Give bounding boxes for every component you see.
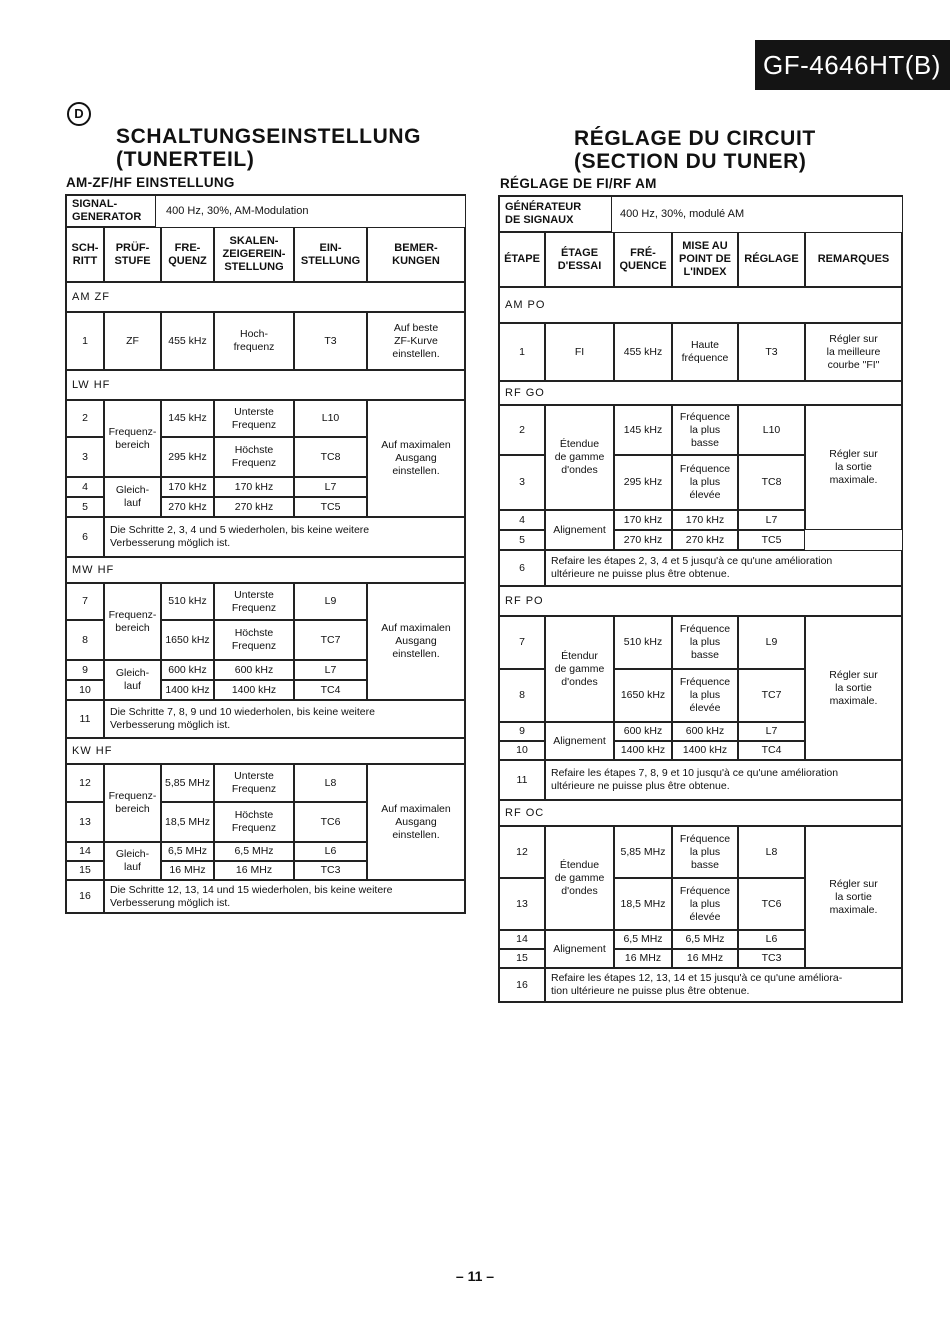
de-step-cell: 16 <box>66 880 104 913</box>
fr-frequency-cell: 270 kHz <box>614 530 672 550</box>
de-dial-cell: Unterste Frequenz <box>214 764 294 802</box>
de-step-cell: 2 <box>66 400 104 437</box>
fr-header-index: MISE AU POINT DE L'INDEX <box>672 232 738 287</box>
fr-index-cell: 170 kHz <box>672 510 738 530</box>
de-dial-cell: Höchste Frequenz <box>214 620 294 660</box>
fr-step-cell: 15 <box>499 949 545 968</box>
model-number: GF-4646HT(B) <box>755 40 950 90</box>
fr-index-cell: 6,5 MHz <box>672 930 738 949</box>
de-frequency-cell: 18,5 MHz <box>161 802 214 842</box>
de-adjustment-cell: L6 <box>294 842 367 861</box>
de-adjustment-cell: TC7 <box>294 620 367 660</box>
fr-step-cell: 12 <box>499 826 545 878</box>
fr-adjustment-cell: L10 <box>738 405 805 455</box>
de-dial-cell: Höchste Frequenz <box>214 437 294 477</box>
fr-signal-generator-value: 400 Hz, 30%, modulé AM <box>612 196 902 232</box>
fr-header-adjustment: RÉGLAGE <box>738 232 805 287</box>
fr-step-cell: 6 <box>499 550 545 586</box>
de-alignment-table <box>65 194 466 914</box>
de-adjustment-cell: L8 <box>294 764 367 802</box>
fr-frequency-cell: 6,5 MHz <box>614 930 672 949</box>
fr-adjustment-cell: L7 <box>738 722 805 741</box>
fr-step-cell: 3 <box>499 455 545 510</box>
de-dial-cell: 16 MHz <box>214 861 294 880</box>
de-frequency-cell: 5,85 MHz <box>161 764 214 802</box>
fr-remarks-cell: Régler sur la sortie maximale. <box>805 616 902 760</box>
de-step-cell: 4 <box>66 477 104 497</box>
de-repeat-note: Die Schritte 2, 3, 4 und 5 wiederholen, bis keine weitere Verbesserung möglich ist. <box>104 517 465 557</box>
de-adjustment-cell: TC4 <box>294 680 367 700</box>
fr-adjustment-cell: L6 <box>738 930 805 949</box>
de-title-line1: SCHALTUNGSEINSTELLUNG <box>116 125 422 148</box>
fr-test-stage-range: Étendue de gamme d'ondes <box>545 405 614 510</box>
fr-repeat-note: Refaire les étapes 7, 8, 9 et 10 jusqu'à ce qu'une amélioration ultérieure ne puisse plus être obtenue. <box>545 760 902 800</box>
fr-remarks-cell: Régler sur la sortie maximale. <box>805 405 902 530</box>
de-step-cell: 15 <box>66 861 104 880</box>
de-adjustment-cell: L10 <box>294 400 367 437</box>
de-test-stage-range: Frequenz- bereich <box>104 583 161 660</box>
de-section-kw-hf: KW HF <box>66 738 465 764</box>
de-adjustment-cell: TC6 <box>294 802 367 842</box>
fr-frequency-cell: 170 kHz <box>614 510 672 530</box>
de-remarks-cell: Auf maximalen Ausgang einstellen. <box>367 764 465 880</box>
fr-section-rf-go: RF GO <box>499 381 902 405</box>
fr-adjustment-cell: TC7 <box>738 669 805 722</box>
de-step-cell: 13 <box>66 802 104 842</box>
de-section-mw-hf: MW HF <box>66 557 465 583</box>
fr-step-cell: 10 <box>499 741 545 760</box>
fr-index-cell: Fréquence la plus élevée <box>672 669 738 722</box>
fr-frequency-cell: 18,5 MHz <box>614 878 672 930</box>
de-step-cell: 8 <box>66 620 104 660</box>
de-adjustment-cell: TC3 <box>294 861 367 880</box>
de-dial-cell: Unterste Frequenz <box>214 583 294 620</box>
fr-index-cell: 1400 kHz <box>672 741 738 760</box>
fr-step-cell: 2 <box>499 405 545 455</box>
de-dial-cell: 1400 kHz <box>214 680 294 700</box>
fr-test-stage-tracking: Alignement <box>545 510 614 550</box>
de-header-test-stage: PRÜF- STUFE <box>104 227 161 282</box>
fr-alignment-table <box>498 195 903 1003</box>
fr-subtitle: RÉGLAGE DE FI/RF AM <box>500 176 657 191</box>
fr-adjustment-cell: TC4 <box>738 741 805 760</box>
de-step-cell: 10 <box>66 680 104 700</box>
de-repeat-note: Die Schritte 12, 13, 14 und 15 wiederholen, bis keine weitere Verbesserung möglich ist. <box>104 880 465 913</box>
de-signal-generator-value: 400 Hz, 30%, AM-Modulation <box>156 195 465 227</box>
de-section-lw-hf: LW HF <box>66 370 465 400</box>
fr-remarks-cell: Régler sur la sortie maximale. <box>805 826 902 968</box>
de-step-cell: 12 <box>66 764 104 802</box>
de-remarks-cell: Auf maximalen Ausgang einstellen. <box>367 583 465 700</box>
de-test-stage-cell: ZF <box>104 312 161 370</box>
de-step-cell: 6 <box>66 517 104 557</box>
de-remarks-cell: Auf maximalen Ausgang einstellen. <box>367 400 465 517</box>
fr-section-rf-po: RF PO <box>499 586 902 616</box>
de-dial-cell: 170 kHz <box>214 477 294 497</box>
de-dial-cell: Hoch- frequenz <box>214 312 294 370</box>
de-step-cell: 1 <box>66 312 104 370</box>
fr-index-cell: Fréquence la plus basse <box>672 826 738 878</box>
de-dial-cell: Höchste Frequenz <box>214 802 294 842</box>
de-adjustment-cell: TC5 <box>294 497 367 517</box>
fr-frequency-cell: 510 kHz <box>614 616 672 669</box>
fr-index-cell: Haute fréquence <box>672 323 738 381</box>
fr-header-remarks: REMARQUES <box>805 232 902 287</box>
fr-frequency-cell: 1400 kHz <box>614 741 672 760</box>
fr-step-cell: 16 <box>499 968 545 1002</box>
fr-header-step: ÉTAPE <box>499 232 545 287</box>
fr-frequency-cell: 1650 kHz <box>614 669 672 722</box>
fr-step-cell: 13 <box>499 878 545 930</box>
de-adjustment-cell: TC8 <box>294 437 367 477</box>
fr-test-stage-range: Étendue de gamme d'ondes <box>545 826 614 930</box>
fr-test-stage-range: Étendur de gamme d'ondes <box>545 616 614 722</box>
fr-adjustment-cell: TC6 <box>738 878 805 930</box>
fr-test-stage-tracking: Alignement <box>545 722 614 760</box>
de-adjustment-cell: L7 <box>294 660 367 680</box>
fr-signal-generator-label: GÉNÉRATEUR DE SIGNAUX <box>499 196 612 232</box>
de-step-cell: 9 <box>66 660 104 680</box>
fr-header-test-stage: ÉTAGE D'ESSAI <box>545 232 614 287</box>
de-section-am-zf: AM ZF <box>66 282 465 312</box>
de-test-stage-range: Frequenz- bereich <box>104 400 161 477</box>
de-adjustment-cell: L7 <box>294 477 367 497</box>
de-step-cell: 3 <box>66 437 104 477</box>
de-frequency-cell: 16 MHz <box>161 861 214 880</box>
fr-step-cell: 8 <box>499 669 545 722</box>
de-step-cell: 7 <box>66 583 104 620</box>
de-test-stage-range: Frequenz- bereich <box>104 764 161 842</box>
de-test-stage-tracking: Gleich- lauf <box>104 660 161 700</box>
fr-step-cell: 9 <box>499 722 545 741</box>
de-frequency-cell: 170 kHz <box>161 477 214 497</box>
fr-title-line1: RÉGLAGE DU CIRCUIT <box>574 127 816 150</box>
de-title-line2: (TUNERTEIL) <box>116 148 255 171</box>
fr-section-rf-oc: RF OC <box>499 800 902 826</box>
fr-index-cell: 270 kHz <box>672 530 738 550</box>
de-adjustment-cell: L9 <box>294 583 367 620</box>
de-frequency-cell: 600 kHz <box>161 660 214 680</box>
de-step-cell: 11 <box>66 700 104 738</box>
de-subtitle: AM-ZF/HF EINSTELLUNG <box>66 175 235 190</box>
de-frequency-cell: 295 kHz <box>161 437 214 477</box>
de-frequency-cell: 455 kHz <box>161 312 214 370</box>
fr-frequency-cell: 145 kHz <box>614 405 672 455</box>
fr-index-cell: Fréquence la plus élevée <box>672 455 738 510</box>
fr-header-frequency: FRÉ- QUENCE <box>614 232 672 287</box>
fr-adjustment-cell: T3 <box>738 323 805 381</box>
page-number: – 11 – <box>455 1268 495 1284</box>
fr-test-stage-cell: FI <box>545 323 614 381</box>
de-repeat-note: Die Schritte 7, 8, 9 und 10 wiederholen, bis keine weitere Verbesserung möglich ist. <box>104 700 465 738</box>
fr-frequency-cell: 455 kHz <box>614 323 672 381</box>
fr-step-cell: 5 <box>499 530 545 550</box>
de-header-adjustment: EIN- STELLUNG <box>294 227 367 282</box>
de-frequency-cell: 1400 kHz <box>161 680 214 700</box>
de-dial-cell: 270 kHz <box>214 497 294 517</box>
fr-frequency-cell: 295 kHz <box>614 455 672 510</box>
de-step-cell: 14 <box>66 842 104 861</box>
fr-index-cell: 16 MHz <box>672 949 738 968</box>
fr-index-cell: 600 kHz <box>672 722 738 741</box>
fr-step-cell: 11 <box>499 760 545 800</box>
fr-step-cell: 4 <box>499 510 545 530</box>
fr-adjustment-cell: L9 <box>738 616 805 669</box>
de-dial-cell: 6,5 MHz <box>214 842 294 861</box>
fr-frequency-cell: 16 MHz <box>614 949 672 968</box>
fr-repeat-note: Refaire les étapes 2, 3, 4 et 5 jusqu'à ce qu'une amélioration ultérieure ne puisse plus être obtenue. <box>545 550 902 586</box>
fr-frequency-cell: 600 kHz <box>614 722 672 741</box>
de-frequency-cell: 1650 kHz <box>161 620 214 660</box>
language-mark-d: D <box>67 102 91 126</box>
de-frequency-cell: 510 kHz <box>161 583 214 620</box>
fr-adjustment-cell: TC8 <box>738 455 805 510</box>
fr-step-cell: 14 <box>499 930 545 949</box>
de-remarks-cell: Auf beste ZF-Kurve einstellen. <box>367 312 465 370</box>
fr-adjustment-cell: TC5 <box>738 530 805 550</box>
fr-adjustment-cell: L8 <box>738 826 805 878</box>
de-signal-generator-label: SIGNAL- GENERATOR <box>66 195 156 227</box>
fr-index-cell: Fréquence la plus basse <box>672 405 738 455</box>
de-frequency-cell: 270 kHz <box>161 497 214 517</box>
de-step-cell: 5 <box>66 497 104 517</box>
de-frequency-cell: 145 kHz <box>161 400 214 437</box>
de-header-dial-setting: SKALEN- ZEIGEREIN- STELLUNG <box>214 227 294 282</box>
fr-adjustment-cell: L7 <box>738 510 805 530</box>
fr-index-cell: Fréquence la plus basse <box>672 616 738 669</box>
fr-frequency-cell: 5,85 MHz <box>614 826 672 878</box>
de-header-frequency: FRE- QUENZ <box>161 227 214 282</box>
fr-adjustment-cell: TC3 <box>738 949 805 968</box>
de-header-step: SCH- RITT <box>66 227 104 282</box>
de-test-stage-tracking: Gleich- lauf <box>104 842 161 880</box>
fr-step-cell: 1 <box>499 323 545 381</box>
fr-index-cell: Fréquence la plus élevée <box>672 878 738 930</box>
de-dial-cell: 600 kHz <box>214 660 294 680</box>
de-dial-cell: Unterste Frequenz <box>214 400 294 437</box>
fr-title-line2: (SECTION DU TUNER) <box>574 150 807 173</box>
de-frequency-cell: 6,5 MHz <box>161 842 214 861</box>
fr-section-am-po: AM PO <box>499 287 902 323</box>
fr-remarks-cell: Régler sur la meilleure courbe "FI" <box>805 323 902 381</box>
de-test-stage-tracking: Gleich- lauf <box>104 477 161 517</box>
fr-test-stage-tracking: Alignement <box>545 930 614 968</box>
de-adjustment-cell: T3 <box>294 312 367 370</box>
de-header-remarks: BEMER- KUNGEN <box>367 227 465 282</box>
fr-repeat-note: Refaire les étapes 12, 13, 14 et 15 jusqu'à ce qu'une améliora- tion ultérieure ne puisse plus être obtenue. <box>545 968 902 1002</box>
fr-step-cell: 7 <box>499 616 545 669</box>
